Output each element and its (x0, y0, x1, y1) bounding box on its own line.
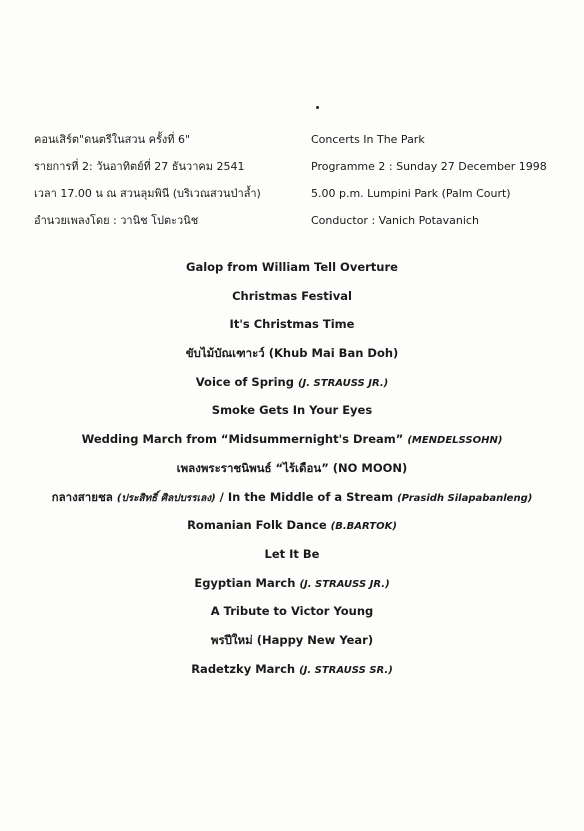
programme-item (0, 396, 584, 425)
english-header (311, 126, 547, 234)
piece-title: ขับไม้บัณเฑาะว์ (Khub Mai Ban Doh) (185, 346, 399, 361)
piece-title: กลางสายชล (51, 489, 117, 504)
programme-item (0, 540, 584, 569)
programme-list (0, 253, 584, 683)
thai-time-venue: เวลา 17.00 น ณ สวนลุมพินี (บริเวณสวนป่าล้ำ) (34, 187, 261, 200)
programme-item (0, 569, 584, 598)
piece-title: Galop from William Tell Overture (186, 260, 398, 274)
programme-item (0, 368, 584, 397)
programme-item (0, 339, 584, 368)
programme-item (0, 483, 584, 512)
programme-item (0, 454, 584, 483)
ink-dot (316, 106, 319, 109)
piece-title: Radetzky March (191, 661, 300, 676)
english-programme-date: Programme 2 : Sunday 27 December 1998 (311, 160, 547, 173)
piece-title-english: / In the Middle of a Stream (215, 489, 398, 504)
piece-composer: (MENDELSSOHN) (407, 435, 503, 447)
piece-composer: (J. STRAUSS JR.) (299, 578, 390, 590)
programme-item (0, 282, 584, 311)
programme-item (0, 425, 584, 454)
piece-title: Egyptian March (194, 575, 300, 590)
programme-item (0, 253, 584, 282)
english-time-venue: 5.00 p.m. Lumpini Park (Palm Court) (311, 187, 511, 200)
piece-composer-english: (Prasidh Silapabanleng) (397, 492, 533, 504)
piece-composer: (J. STRAUSS SR.) (299, 664, 393, 676)
piece-title: เพลงพระราชนิพนธ์ “ไร้เดือน” (NO MOON) (176, 460, 408, 475)
thai-conductor: อำนวยเพลงโดย : วานิช โปตะวนิช (34, 214, 199, 227)
english-concert-title: Concerts In The Park (311, 133, 425, 146)
piece-title: พรปีใหม่ (Happy New Year) (210, 632, 374, 647)
programme-item (0, 597, 584, 626)
piece-title: A Tribute to Victor Young (210, 604, 374, 619)
thai-concert-title: คอนเสิร์ต"ดนตรีในสวน ครั้งที่ 6" (34, 133, 191, 146)
thai-header (34, 126, 261, 234)
programme-item (0, 626, 584, 655)
programme-item (0, 655, 584, 684)
piece-title: Wedding March from “Midsummernight's Dream” (81, 432, 408, 447)
programme-item (0, 511, 584, 540)
piece-composer: (B.BARTOK) (330, 521, 397, 533)
english-conductor: Conductor : Vanich Potavanich (311, 214, 479, 227)
programme-item (0, 310, 584, 339)
piece-title: Smoke Gets In Your Eyes (211, 403, 373, 418)
piece-title: Christmas Festival (232, 288, 352, 303)
piece-title: It's Christmas Time (229, 317, 355, 332)
thai-programme-date: รายการที่ 2: วันอาทิตย์ที่ 27 ธันวาคม 2541 (34, 160, 245, 173)
piece-title: Voice of Spring (195, 374, 298, 389)
piece-title: Let It Be (264, 546, 320, 561)
piece-composer: (ประสิทธิ์ ศิลปบรรเลง) (116, 492, 216, 504)
piece-composer: (J. STRAUSS JR.) (297, 377, 389, 389)
piece-title: Romanian Folk Dance (187, 518, 331, 533)
